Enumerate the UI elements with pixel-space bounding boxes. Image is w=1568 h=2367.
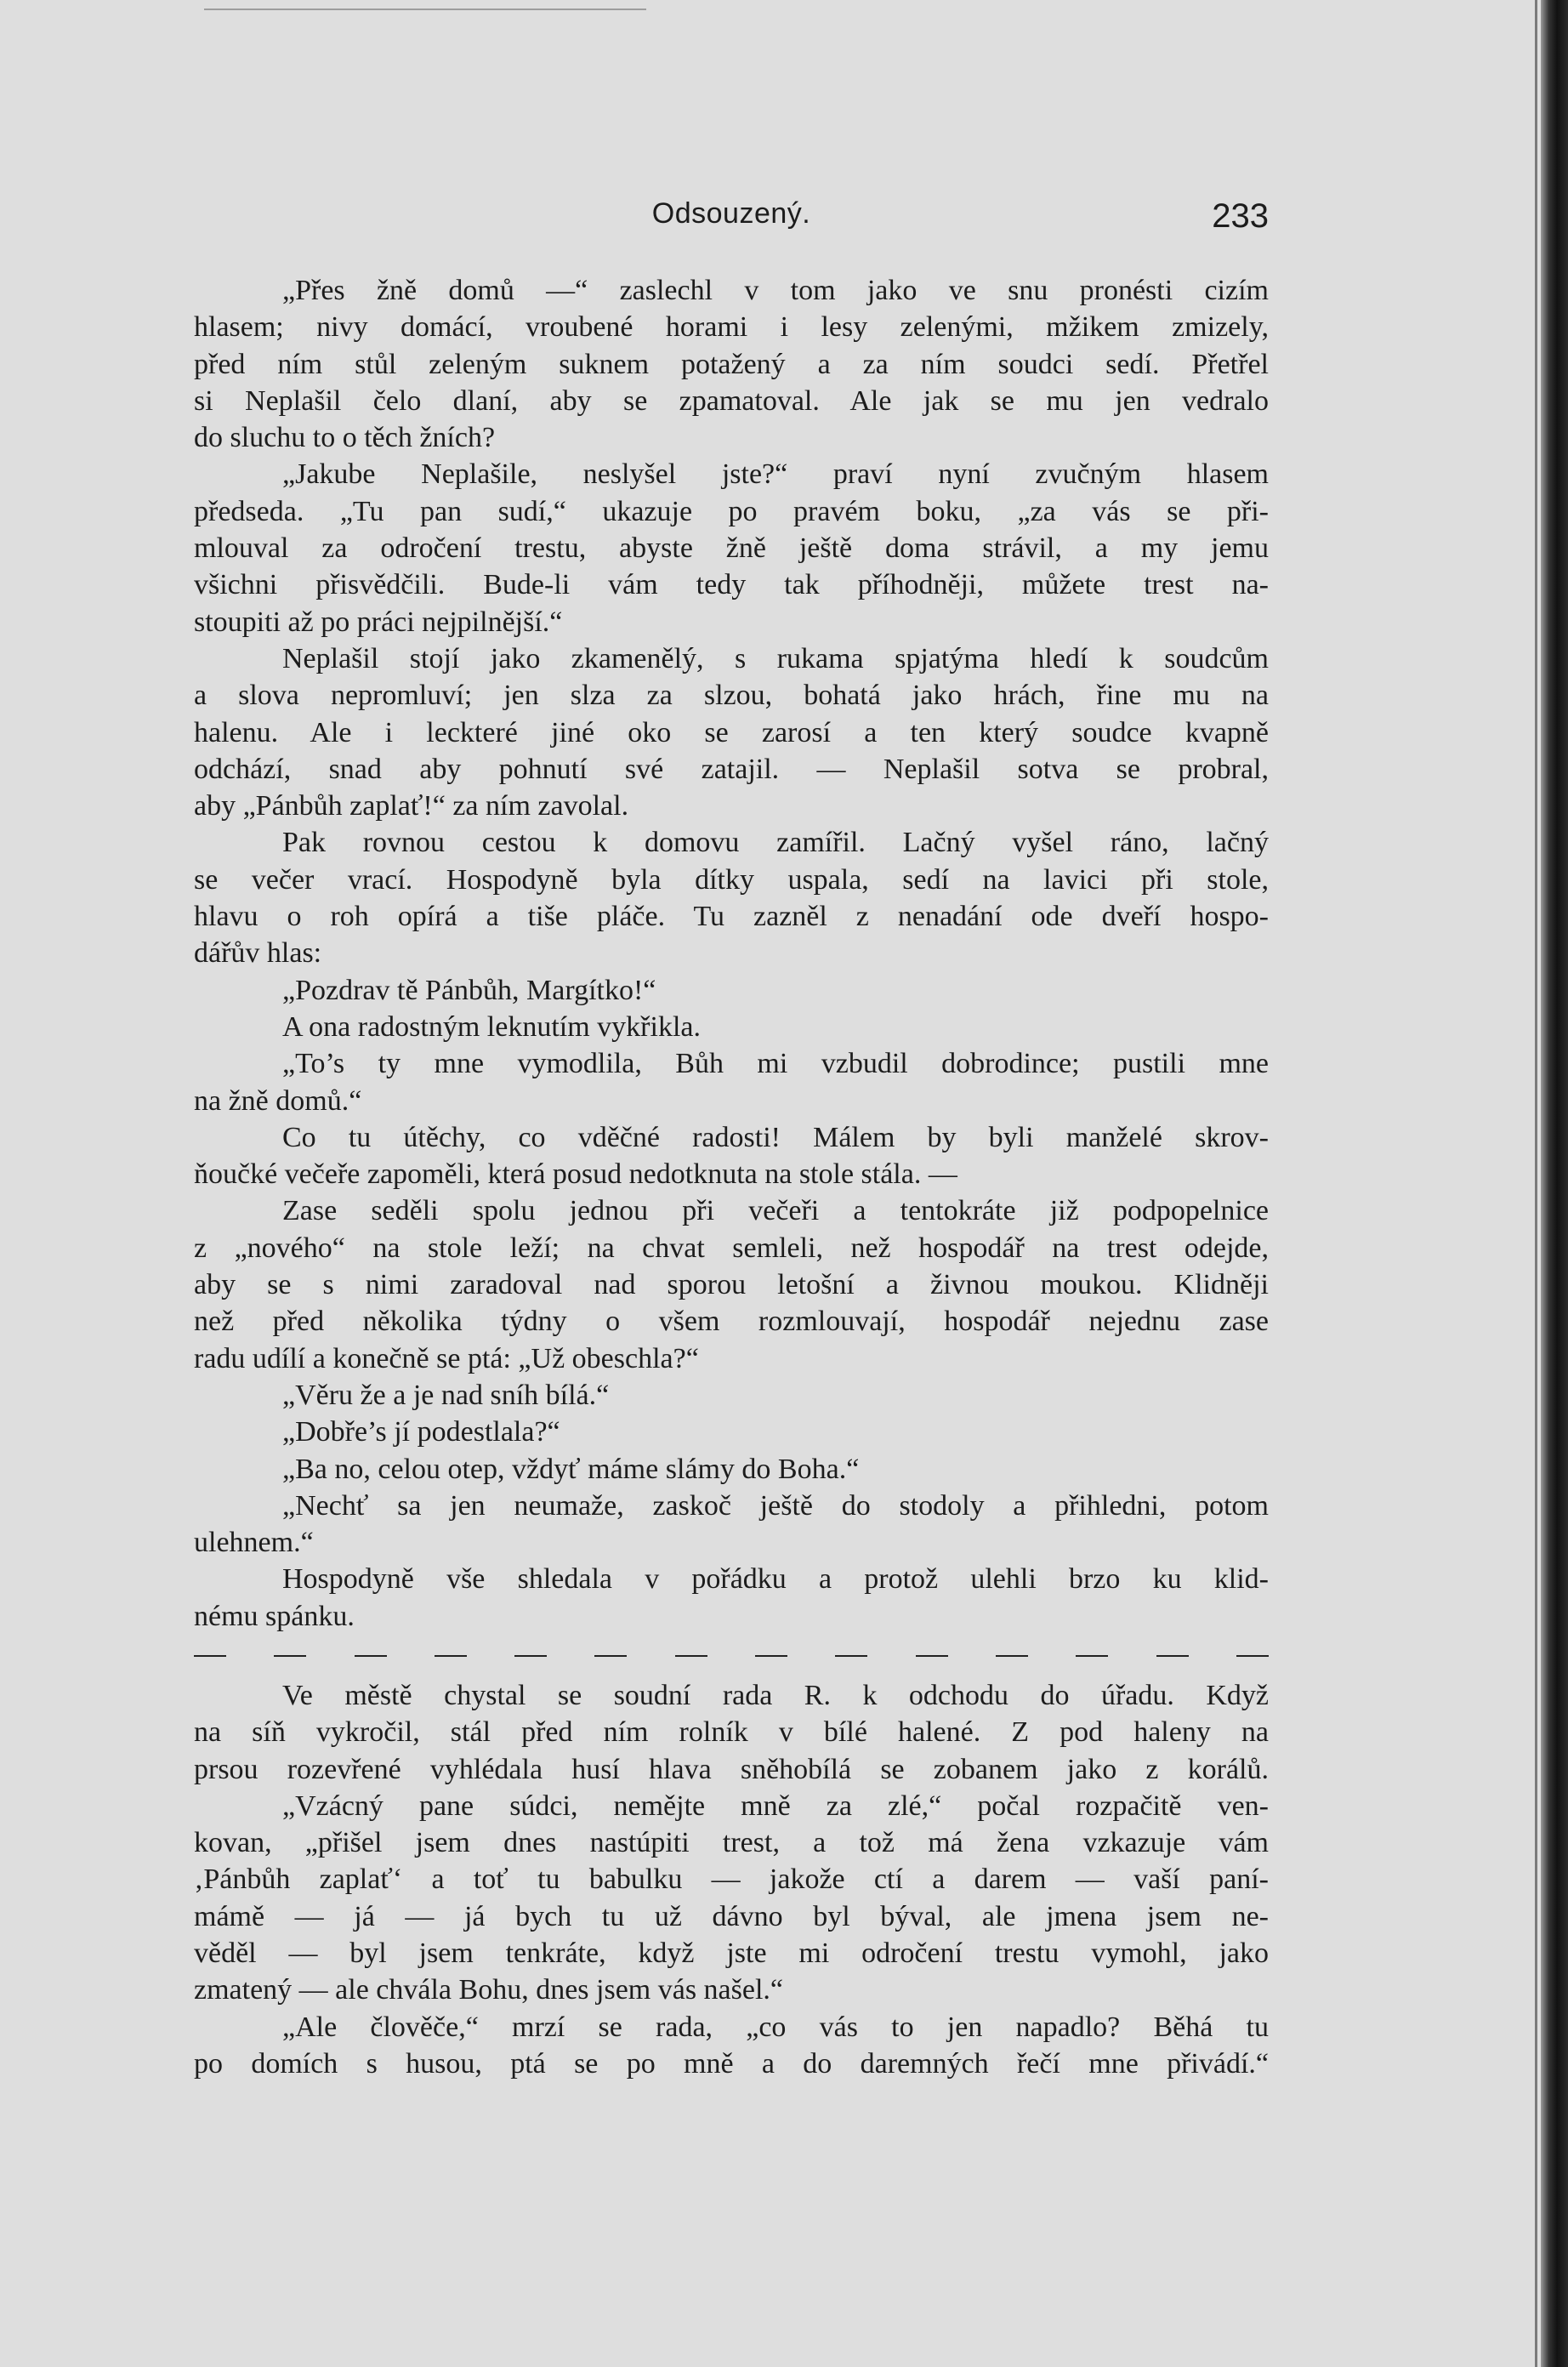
text-line: aby „Pánbůh zaplať!“ za ním zavolal. bbox=[194, 790, 629, 822]
text-line: z „nového“ na stole leží; na chvat semleli, než hospodář na trest odejde, bbox=[194, 1232, 1269, 1264]
running-title: Odsouzený. bbox=[651, 197, 811, 230]
text-line: stoupiti až po práci nejpilnější.“ bbox=[194, 606, 563, 638]
text-line: „Nechť sa jen neumaže, zaskoč ještě do stodoly a přihledni, potom bbox=[282, 1489, 1269, 1522]
text-line: předseda. „Tu pan sudí,“ ukazuje po pravém boku, „za vás se při- bbox=[194, 495, 1269, 527]
text-line: prsou rozevřené vyhlédala husí hlava sněhobílá se zobanem jako z korálů. bbox=[194, 1753, 1269, 1785]
text-line: „Pozdrav tě Pánbůh, Margítko!“ bbox=[282, 974, 656, 1006]
separator-dash bbox=[594, 1655, 627, 1657]
text-line: věděl — byl jsem tenkráte, když jste mi odročení trestu vymohl, jako bbox=[194, 1937, 1269, 1970]
text-line: „Jakube Neplašile, neslyšel jste?“ praví nyní zvučným hlasem bbox=[282, 458, 1269, 491]
book-binding-edge bbox=[1541, 0, 1568, 2367]
text-line: kovan, „přišel jsem dnes nastúpiti trest, a tož má žena vzkazuje vám bbox=[194, 1827, 1269, 1859]
separator-dash bbox=[1236, 1655, 1269, 1657]
text-line: po domích s husou, ptá se po mně a do daremných řečí mne přivádí.“ bbox=[194, 2047, 1269, 2080]
text-line: halenu. Ale i leckteré jiné oko se zarosí a ten který soudce kvapně bbox=[194, 716, 1269, 748]
text-line: dářův hlas: bbox=[194, 937, 322, 970]
text-line: „Věru že a je nad sníh bílá.“ bbox=[282, 1379, 610, 1411]
text-line: „To’s ty mne vymodlila, Bůh mi vzbudil dobrodince; pustili mne bbox=[282, 1048, 1269, 1080]
text-line: „Ale člověče,“ mrzí se rada, „co vás to jen napadlo? Běhá tu bbox=[282, 2011, 1269, 2043]
text-line: „Ba no, celou otep, vždyť máme slámy do Boha.“ bbox=[282, 1453, 860, 1485]
text-line: do sluchu to o těch žních? bbox=[194, 422, 496, 454]
separator-dash bbox=[1076, 1655, 1108, 1657]
text-line: „Dobře’s jí podestlala?“ bbox=[282, 1416, 560, 1448]
text-line: se večer vrací. Hospodyně byla dítky uspala, sedí na lavici při stole, bbox=[194, 863, 1269, 896]
text-line: mlouval za odročení trestu, abyste žně ještě doma strávil, a my jemu bbox=[194, 532, 1269, 565]
separator-dash bbox=[435, 1655, 467, 1657]
text-line: ulehnem.“ bbox=[194, 1527, 314, 1559]
text-line: si Neplašil čelo dlaní, aby se zpamatoval. Ale jak se mu jen vedralo bbox=[194, 384, 1269, 417]
text-line: Pak rovnou cestou k domovu zamířil. Lačný vyšel ráno, lačný bbox=[282, 827, 1269, 859]
text-line: všichni přisvědčili. Bude-li vám tedy tak příhodněji, můžete trest na- bbox=[194, 569, 1269, 601]
separator-dash bbox=[835, 1655, 867, 1657]
text-line: na síň vykročil, stál před ním rolník v bílé halené. Z pod haleny na bbox=[194, 1716, 1269, 1749]
text-line: „Přes žně domů —“ zaslechl v tom jako ve snu pronésti cizím bbox=[282, 275, 1269, 306]
text-line: A ona radostným leknutím vykřikla. bbox=[282, 1010, 701, 1043]
body-text bbox=[194, 272, 1269, 2082]
text-line: než před několika týdny o všem rozmlouvají, hospodář nejednu zase bbox=[194, 1306, 1269, 1338]
separator-dash bbox=[996, 1655, 1028, 1657]
page-number: 233 bbox=[1212, 197, 1269, 235]
text-line: hlavu o roh opírá a tiše pláče. Tu zazněl z nenadání ode dveří hospo- bbox=[194, 901, 1269, 933]
page-header bbox=[194, 197, 1269, 235]
text-line: Hospodyně vše shledala v pořádku a protož ulehli brzo ku klid- bbox=[282, 1563, 1269, 1596]
page-top-rule bbox=[204, 9, 646, 10]
separator-dash bbox=[194, 1655, 226, 1657]
text-line: ňoučké večeře zapoměli, která posud nedotknuta na stole stála. — bbox=[194, 1158, 957, 1191]
text-line: Neplašil stojí jako zkamenělý, s rukama spjatýma hledí k soudcům bbox=[282, 642, 1269, 674]
text-line: hlasem; nivy domácí, vroubené horami i lesy zelenými, mžikem zmizely, bbox=[194, 311, 1269, 344]
text-line: odchází, snad aby pohnutí své zatajil. — Neplašil sotva se probral, bbox=[194, 753, 1269, 785]
text-line: nému spánku. bbox=[194, 1600, 355, 1632]
text-line: Ve městě chystal se soudní rada R. k odchodu do úřadu. Když bbox=[282, 1679, 1269, 1711]
separator-dash bbox=[514, 1655, 547, 1657]
text-line: ‚Pánbůh zaplať‘ a toť tu babulku — jakože ctí a darem — vaší paní- bbox=[194, 1863, 1269, 1896]
text-line: před ním stůl zeleným suknem potažený a za ním soudci sedí. Přetřel bbox=[194, 348, 1269, 380]
text-line: na žně domů.“ bbox=[194, 1084, 362, 1117]
separator-dash bbox=[755, 1655, 787, 1657]
separator-dash bbox=[675, 1655, 707, 1657]
separator-dash bbox=[355, 1655, 387, 1657]
text-line: „Vzácný pane súdci, nemějte mně za zlé,“ počal rozpačitě ven- bbox=[282, 1789, 1269, 1822]
binding-edge-line bbox=[1535, 0, 1537, 2367]
text-line: radu udílí a konečně se ptá: „Už obeschla?“ bbox=[194, 1342, 699, 1374]
separator-dash bbox=[1156, 1655, 1189, 1657]
text-line: Co tu útěchy, co vděčné radosti! Málem by byli manželé skrov- bbox=[282, 1121, 1269, 1153]
separator-dash bbox=[916, 1655, 948, 1657]
separator-dash bbox=[274, 1655, 306, 1657]
text-line: zmatený — ale chvála Bohu, dnes jsem vás našel.“ bbox=[194, 1974, 783, 2006]
text-line: Zase seděli spolu jednou při večeři a tentokráte již podpopelnice bbox=[282, 1195, 1269, 1227]
text-line: a slova nepromluví; jen slza za slzou, bohatá jako hrách, řine mu na bbox=[194, 680, 1269, 712]
text-line: aby se s nimi zaradoval nad sporou letošní a živnou moukou. Klidněji bbox=[194, 1269, 1269, 1301]
text-line: mámě — já — já bych tu už dávno byl býval, ale jmena jsem ne- bbox=[194, 1900, 1269, 1932]
section-separator bbox=[194, 1635, 1269, 1677]
